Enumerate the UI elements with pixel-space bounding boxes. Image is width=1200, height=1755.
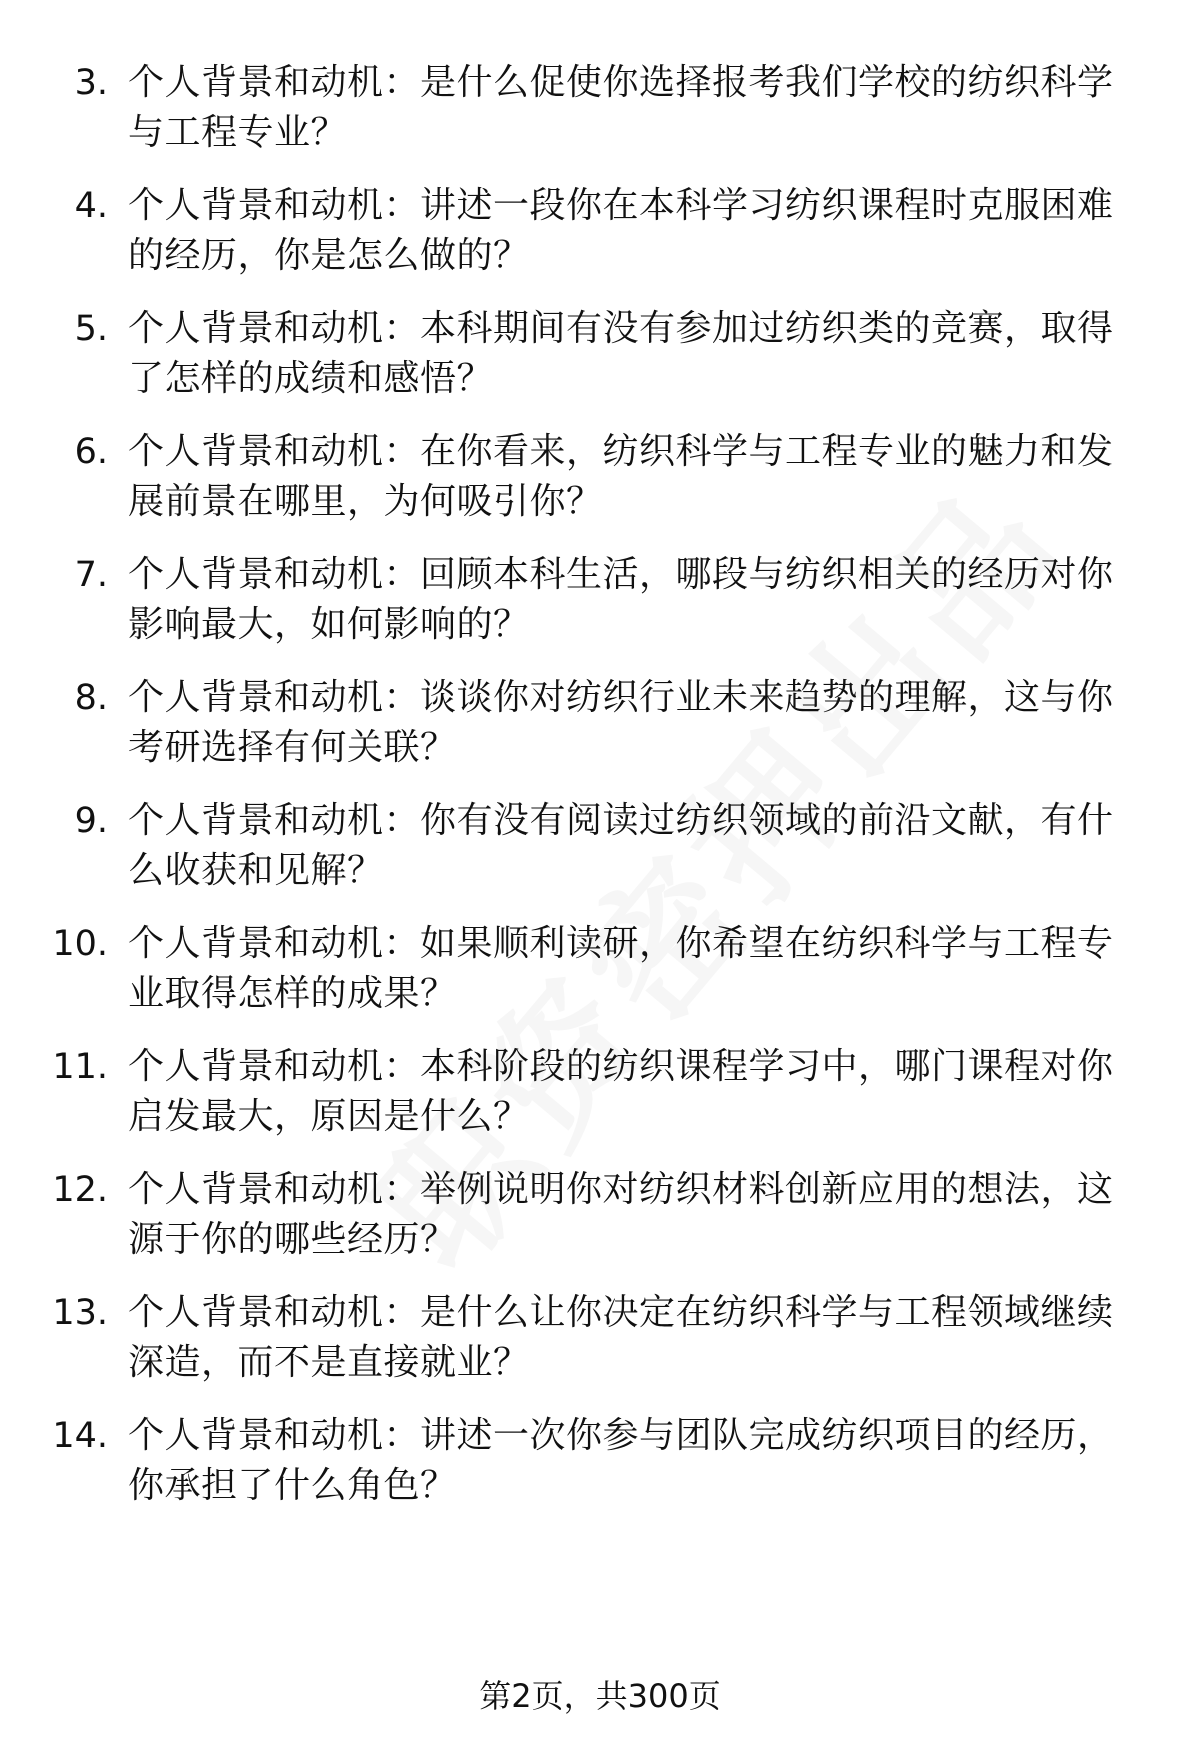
- question-number: 11.: [52, 1047, 108, 1087]
- question-text: 个人背景和动机：谈谈你对纺织行业未来趋势的理解，这与你考研选择有何关联？: [128, 677, 1114, 768]
- question-number: 7.: [74, 555, 108, 595]
- question-item: [0, 1411, 1200, 1534]
- question-text: 个人背景和动机：讲述一段你在本科学习纺织课程时克服困难的经历，你是怎么做的？: [128, 185, 1114, 276]
- question-item: [0, 919, 1200, 1042]
- question-item: [0, 1165, 1200, 1288]
- question-number: 9.: [74, 801, 108, 841]
- question-item: [0, 58, 1200, 181]
- question-list: [0, 58, 1200, 1534]
- question-text: 个人背景和动机：在你看来，纺织科学与工程专业的魅力和发展前景在哪里，为何吸引你？: [128, 431, 1114, 522]
- question-text: 个人背景和动机：本科期间有没有参加过纺织类的竞赛，取得了怎样的成绩和感悟？: [128, 308, 1114, 399]
- question-text: 个人背景和动机：本科阶段的纺织课程学习中，哪门课程对你启发最大，原因是什么？: [128, 1046, 1114, 1137]
- question-item: [0, 427, 1200, 550]
- question-item: [0, 304, 1200, 427]
- question-number: 13.: [52, 1293, 108, 1333]
- question-number: 14.: [52, 1416, 108, 1456]
- question-item: [0, 796, 1200, 919]
- question-number: 3.: [74, 63, 108, 103]
- question-text: 个人背景和动机：如果顺利读研，你希望在纺织科学与工程专业取得怎样的成果？: [128, 923, 1114, 1014]
- question-text: 个人背景和动机：回顾本科生活，哪段与纺织相关的经历对你影响最大，如何影响的？: [128, 554, 1114, 645]
- question-number: 8.: [74, 678, 108, 718]
- question-number: 4.: [74, 186, 108, 226]
- question-number: 12.: [52, 1170, 108, 1210]
- question-text: 个人背景和动机：举例说明你对纺织材料创新应用的想法，这源于你的哪些经历？: [128, 1169, 1114, 1260]
- question-text: 个人背景和动机：你有没有阅读过纺织领域的前沿文献，有什么收获和见解？: [128, 800, 1114, 891]
- question-text: 个人背景和动机：讲述一次你参与团队完成纺织项目的经历，你承担了什么角色？: [128, 1415, 1114, 1506]
- question-item: [0, 1288, 1200, 1411]
- question-text: 个人背景和动机：是什么促使你选择报考我们学校的纺织科学与工程专业？: [128, 62, 1114, 153]
- question-item: [0, 181, 1200, 304]
- question-item: [0, 550, 1200, 673]
- question-item: [0, 673, 1200, 796]
- question-number: 10.: [52, 924, 108, 964]
- page-footer: 第2页，共300页: [479, 1677, 721, 1715]
- question-number: 6.: [74, 432, 108, 472]
- question-item: [0, 1042, 1200, 1165]
- question-text: 个人背景和动机：是什么让你决定在纺织科学与工程领域继续深造，而不是直接就业？: [128, 1292, 1114, 1383]
- question-number: 5.: [74, 309, 108, 349]
